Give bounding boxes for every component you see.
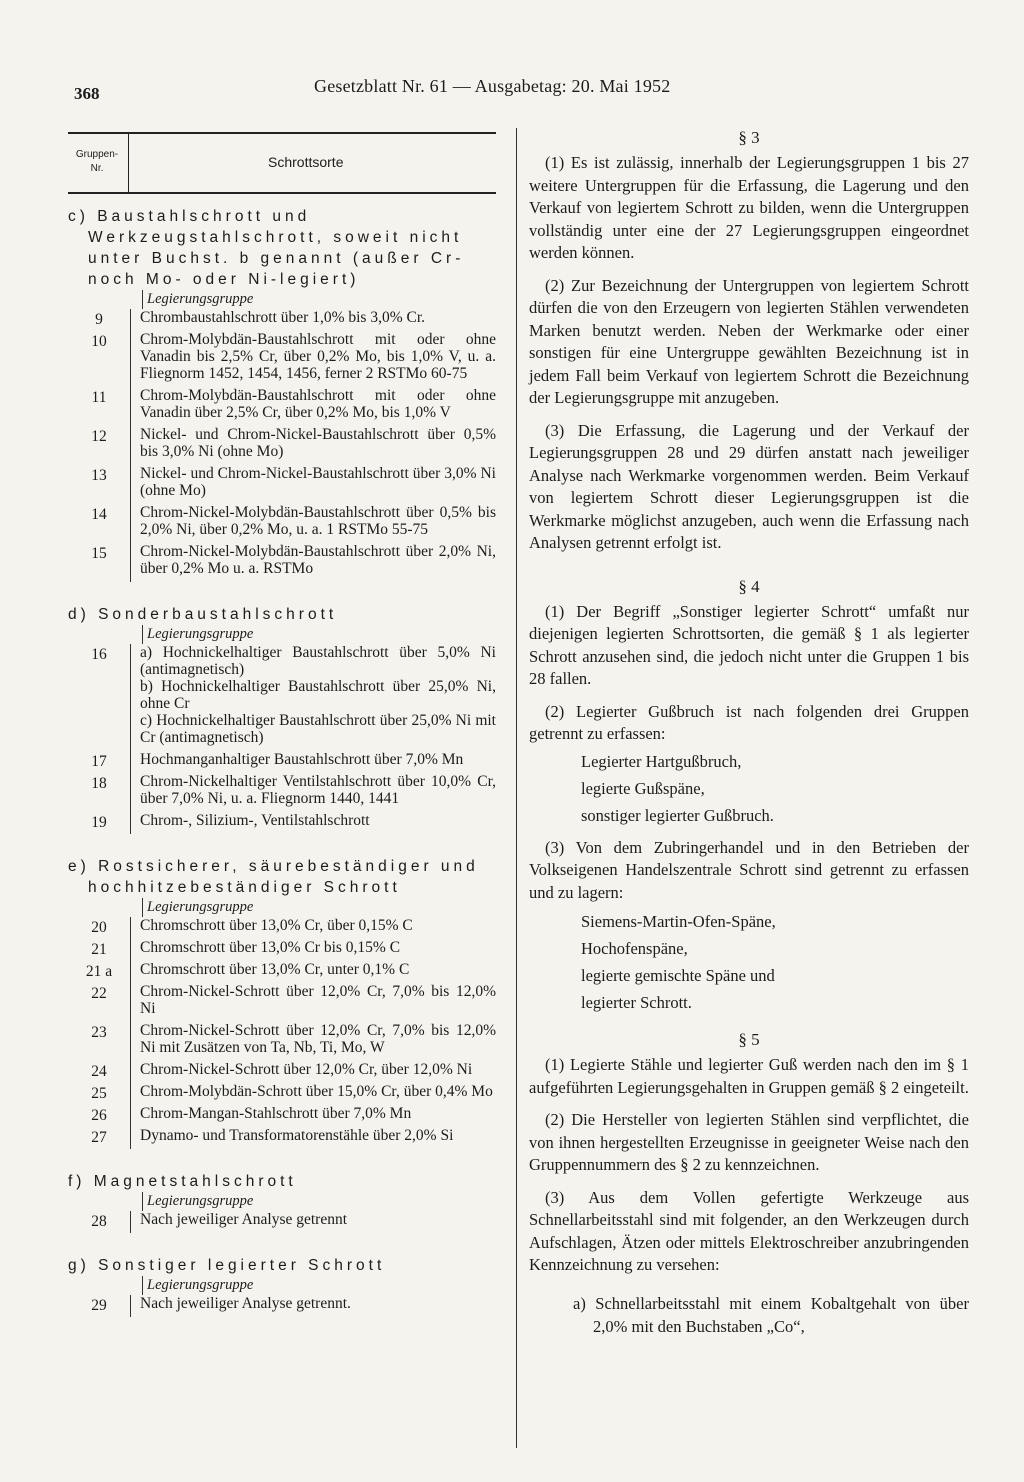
- section-title: d) Sonderbaustahlschrott: [68, 606, 338, 623]
- table-row: 18 Chrom-Nickelhaltiger Ventilstahlschrott über 10,0% Cr, über 7,0% Ni, u. a. Fliegnorm 1440, 1441: [68, 773, 496, 812]
- table-row: 25 Chrom-Molybdän-Schrott über 15,0% Cr, über 0,4% Mo: [68, 1083, 496, 1105]
- paragraph: (1) Legierte Stähle und legierter Guß werden nach den im § 1 aufgeführten Legierungsgehalten in Gruppen gemäß § 2 eingeteilt.: [529, 1055, 969, 1097]
- paragraph: (2) Legierter Gußbruch ist nach folgenden drei Gruppen getrennt zu erfassen:: [529, 701, 969, 743]
- list-item: Legierter Hartgußbruch,: [581, 751, 742, 771]
- section-d: [68, 604, 496, 834]
- list-item: legierter Schrott.: [581, 993, 692, 1012]
- section-g: [68, 1255, 496, 1317]
- table-row: 16 a) Hochnickelhaltiger Baustahlschrott über 5,0% Ni (antimagnetisch) b) Hochnickelhaltiger Baustahlschrott über 25,0% Ni, ohne Cr c) Hochnickelhaltiger Baustahlschrott über 25,0% Ni mit Cr (antimagnetisch): [68, 644, 496, 751]
- section-title: e) Rostsicherer, säurebeständiger und hochhitzebeständiger Schrott: [68, 858, 479, 896]
- section-f: [68, 1171, 496, 1233]
- text-column: [516, 128, 969, 1448]
- paragraph: (1) Der Begriff „Sonstiger legierter Schrott“ umfaßt nur diejenigen legierten Schrottsorten, die gemäß § 1 als legierter Schrott anzusehen sind, die jedoch nicht unter die Gruppen 1 bis 28 fallen.: [529, 601, 969, 688]
- col-scrap-type: Schrottsorte: [268, 154, 344, 170]
- running-head: Gesetzblatt Nr. 61 — Ausgabetag: 20. Mai 1952: [314, 76, 671, 96]
- list-item: legierte gemischte Späne und: [581, 966, 775, 985]
- table-row: 14 Chrom-Nickel-Molybdän-Baustahlschrott über 0,5% bis 2,0% Ni, über 0,2% Mo, u. a. 1 RSTMo 55-75: [68, 504, 496, 543]
- scrap-table: [68, 132, 496, 1317]
- table-header: [68, 132, 496, 194]
- paragraph: (3) Aus dem Vollen gefertigte Werkzeuge aus Schnellarbeitsstahl sind mit folgender, an den Werkzeugen durch Aufschlagen, Ätzen oder mittels Elektroschreiber anzubringenden Kennzeichnung zu versehen:: [529, 1187, 969, 1274]
- paragraph: (3) Die Erfassung, die Lagerung und der Verkauf der Legierungsgruppen 28 und 29 dürfen anstatt nach jeweiliger Analyse nach Werkmarke vorgenommen werden. Beim Verkauf von legiertem Schrott dieser Legierungsgruppen ist die Werkmarke möglichst anzugeben, auch wenn die Erfassung nach Analysen getrennt erfolgt ist.: [529, 420, 969, 552]
- table-row: 10 Chrom-Molybdän-Baustahlschrott mit oder ohne Vanadin bis 2,5% Cr, über 0,2% Mo, bis 1,0% V, u. a. Fliegnorm 1452, 1454, 1456, ferner 2 RSTMo 60-75: [68, 331, 496, 387]
- legierungsgruppe-label: Legierungsgruppe: [142, 290, 496, 309]
- table-row: 20 Chromschrott über 13,0% Cr, über 0,15% C: [68, 917, 496, 939]
- table-row: 23 Chrom-Nickel-Schrott über 12,0% Cr, 7,0% bis 12,0% Ni mit Zusätzen von Ta, Nb, Ti, Mo, W: [68, 1022, 496, 1061]
- table-row: 13 Nickel- und Chrom-Nickel-Baustahlschrott über 3,0% Ni (ohne Mo): [68, 465, 496, 504]
- col-group-number: Gruppen- Nr.: [75, 149, 119, 174]
- table-row: 17 Hochmanganhaltiger Baustahlschrott über 7,0% Mn: [68, 751, 496, 773]
- table-row: 21 a Chromschrott über 13,0% Cr, unter 0,1% C: [68, 961, 496, 983]
- table-row: 21 Chromschrott über 13,0% Cr bis 0,15% C: [68, 939, 496, 961]
- section-heading: § 3: [738, 128, 760, 147]
- list-item: Siemens-Martin-Ofen-Späne,: [581, 912, 776, 931]
- table-row: 28 Nach jeweiliger Analyse getrennt: [68, 1211, 496, 1233]
- list-item: a) Schnellarbeitsstahl mit einem Kobaltgehalt von über 2,0% mit den Buchstaben „Co“,: [573, 1294, 969, 1336]
- legierungsgruppe-label: Legierungsgruppe: [142, 898, 496, 917]
- section-e: [68, 856, 496, 1149]
- table-row: 27 Dynamo- und Transformatorenstähle über 2,0% Si: [68, 1127, 496, 1149]
- section-c: [68, 206, 496, 582]
- table-row: 11 Chrom-Molybdän-Baustahlschrott mit oder ohne Vanadin über 2,5% Cr, über 0,2% Mo, bis 1,0% V: [68, 387, 496, 426]
- section-title: c) Baustahlschrott und Werkzeugstahlschrott, soweit nicht unter Buchst. b genannt (außer Cr- noch Mo- oder Ni-legiert): [68, 208, 465, 288]
- table-row: 12 Nickel- und Chrom-Nickel-Baustahlschrott über 0,5% bis 3,0% Ni (ohne Mo): [68, 426, 496, 465]
- table-row: 9 Chrombaustahlschrott über 1,0% bis 3,0% Cr.: [68, 309, 496, 331]
- paragraph: (2) Zur Bezeichnung der Untergruppen von legiertem Schrott dürfen die von den Erzeugern von legierten Stählen verwendeten Marken benutzt werden. Neben der Werkmarke oder einer sonstigen für eine Untergruppe gewählten Bezeichnung ist in jedem Fall beim Verkauf von legiertem Schrott die Bezeichnung der Legierungsgruppe mit anzugeben.: [529, 275, 969, 407]
- legierungsgruppe-label: Legierungsgruppe: [142, 1276, 496, 1295]
- table-row: 24 Chrom-Nickel-Schrott über 12,0% Cr, über 12,0% Ni: [68, 1061, 496, 1083]
- paragraph: (2) Die Hersteller von legierten Stählen sind verpflichtet, die von ihnen hergestellten Erzeugnisse in geeigneter Weise nach den Gruppennummern des § 2 zu kennzeichnen.: [529, 1110, 969, 1174]
- table-row: 19 Chrom-, Silizium-, Ventilstahlschrott: [68, 812, 496, 834]
- section-title: f) Magnetstahlschrott: [68, 1173, 297, 1190]
- paragraph: (1) Es ist zulässig, innerhalb der Legierungsgruppen 1 bis 27 weitere Untergruppen für die Erfassung, die Lagerung und den Verkauf von legiertem Schrott zu bilden, wenn die Untergruppen vollständig unter eine der 27 Legierungsgruppen eingeordnet werden können.: [529, 153, 969, 262]
- list-item: sonstiger legierter Gußbruch.: [581, 805, 774, 825]
- section-heading: § 5: [738, 1030, 760, 1049]
- section-heading: § 4: [738, 576, 760, 596]
- table-row: 29 Nach jeweiliger Analyse getrennt.: [68, 1295, 496, 1317]
- table-row: 15 Chrom-Nickel-Molybdän-Baustahlschrott über 2,0% Ni, über 0,2% Mo u. a. RSTMo: [68, 543, 496, 582]
- table-row: 22 Chrom-Nickel-Schrott über 12,0% Cr, 7,0% bis 12,0% Ni: [68, 983, 496, 1022]
- page-number: 368: [74, 84, 100, 103]
- table-row: 26 Chrom-Mangan-Stahlschrott über 7,0% Mn: [68, 1105, 496, 1127]
- section-title: g) Sonstiger legierter Schrott: [68, 1257, 386, 1274]
- list-item: Hochofenspäne,: [581, 939, 688, 958]
- paragraph: (3) Von dem Zubringerhandel und in den Betrieben der Volkseigenen Handelszentrale Schrott sind getrennt zu erfassen und zu lagern:: [529, 837, 969, 902]
- legierungsgruppe-label: Legierungsgruppe: [142, 1192, 496, 1211]
- list-item: legierte Gußspäne,: [581, 778, 705, 798]
- legierungsgruppe-label: Legierungsgruppe: [142, 625, 496, 644]
